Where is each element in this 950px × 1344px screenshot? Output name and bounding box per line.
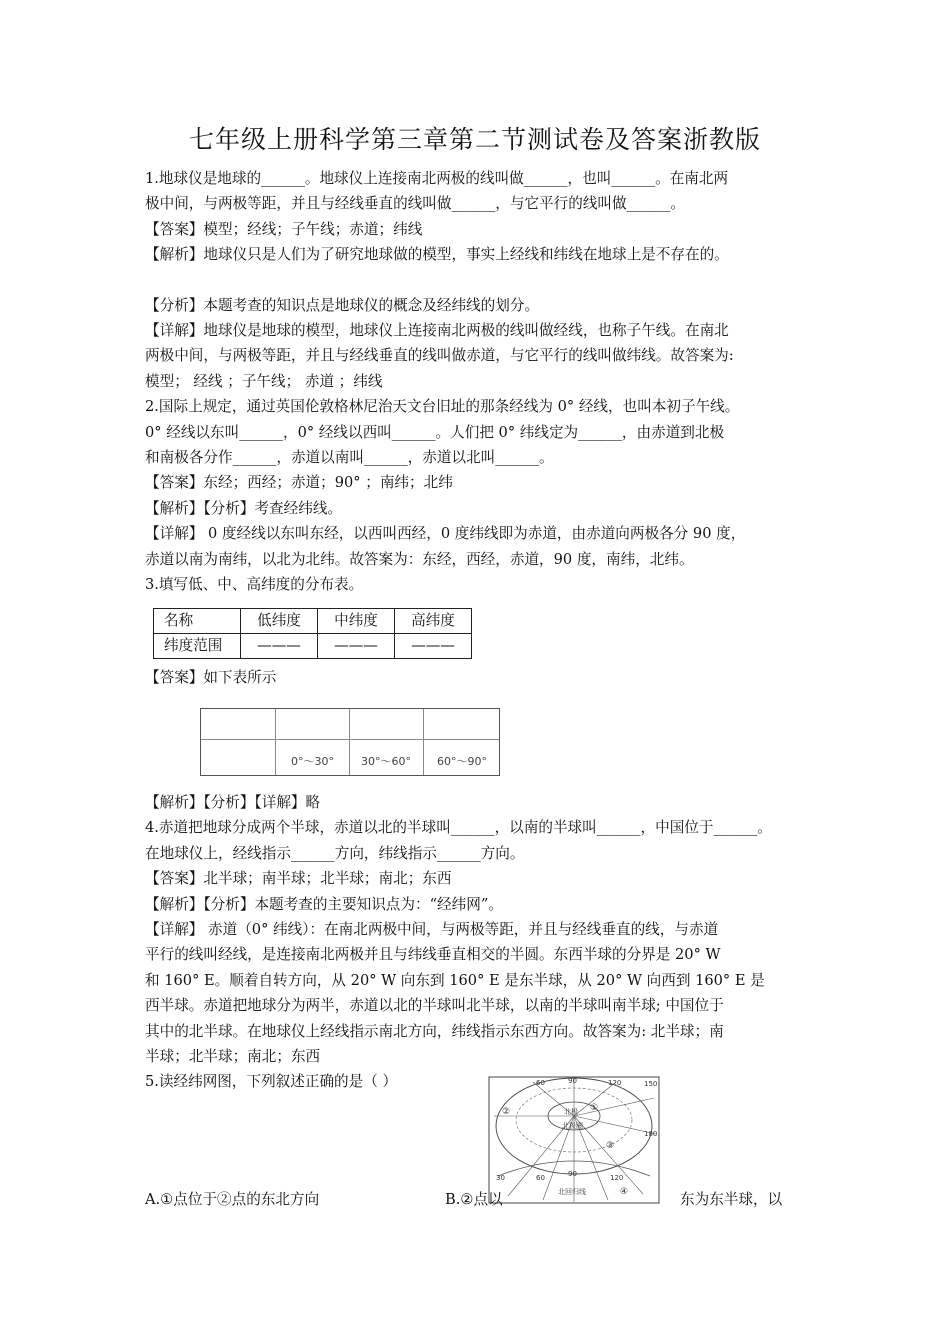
table-divider [423,709,424,775]
q4-detail-2: 平行的线叫经线，是连接南北两极并且与纬线垂直相交的半圆。东西半球的分界是 20° W [145,946,721,964]
point-mark: ② [502,1107,511,1117]
longitude-label: 60 [536,1079,545,1087]
answer-table-image [200,708,500,776]
longitude-label: 150 [644,1080,658,1088]
latitude-table [153,608,472,659]
q4-detail-6: 半球；北半球；南北；东西 [145,1047,321,1065]
q4-explanation: 【解析】【分析】本题考查的主要知识点为：“经纬网”。 [145,895,503,913]
q4-line-1: 4.赤道把地球分成两个半球，赤道以北的半球叫______，以南的半球叫______，中国位于______。 [145,819,772,837]
table-header-cell: 高纬度 [395,608,472,633]
q4-detail-5: 其中的北半球。在地球仪上经线指示南北方向，纬线指示东西方向。故答案为: 北半球；南 [145,1022,724,1040]
latitude-longitude-map [488,1076,660,1204]
spacer [145,268,845,293]
page-title: 七年级上册科学第三章第二节测试卷及答案浙教版 [188,125,761,154]
longitude-label: 60 [536,1174,545,1182]
answer-cell: 30°～60° [361,754,411,768]
table-header-cell: 低纬度 [241,608,318,633]
table-row [154,608,472,633]
option-b-tail: 东为东半球，以 [680,1191,783,1208]
point-mark: ③ [606,1141,615,1151]
q2-answer: 【答案】东经；西经；赤道；90° ；南纬；北纬 [145,474,453,492]
longitude-label: 30 [496,1174,505,1182]
table-header-cell: 名称 [154,608,241,633]
q1-analysis: 【分析】本题考查的知识点是地球仪的概念及经纬线的划分。 [145,296,540,314]
q4-line-2: 在地球仪上，经线指示______方向，纬线指示______方向。 [145,844,525,862]
table-cell: ——— [395,633,472,658]
longitude-label: 180 [644,1130,658,1138]
q3-explanation: 【解析】【分析】【详解】略 [145,793,321,811]
q1-detail-2: 两极中间，与两极等距，并且与经线垂直的线叫做赤道，与它平行的线叫做纬线。故答案为: [145,347,734,365]
q1-detail-1: 【详解】地球仪是地球的模型，地球仪上连接南北两极的线叫做经线，也称子午线。在南北 [145,322,729,340]
q1-line-2: 极中间，与两极等距，并且与经线垂直的线叫做______，与它平行的线叫做______。 [145,195,685,213]
q2-line-2: 0° 经线以东叫______，0° 经线以西叫______。人们把 0° 纬线定为______，由赤道到北极 [145,423,725,441]
q1-explanation: 【解析】地球仪只是人们为了研究地球做的模型，事实上经线和纬线在地球上是不存在的。 [145,246,729,264]
table-divider [349,709,350,775]
q2-line-3: 和南极各分作______，赤道以南叫______，赤道以北叫______。 [145,449,554,467]
table-cell: 纬度范围 [154,633,241,658]
q3-line-1: 3.填写低、中、高纬度的分布表。 [145,576,364,594]
q2-line-1: 2.国际上规定，通过英国伦敦格林尼治天文台旧址的那条经线为 0° 经线，也叫本初子午线。 [145,398,740,416]
longitude-label: 90 [568,1170,577,1178]
q2-detail-1: 【详解】 0 度经线以东叫东经，以西叫西经，0 度纬线即为赤道，由赤道向两极各分 90 度， [145,525,746,543]
q2-detail-2: 赤道以南为南纬，以北为北纬。故答案为：东经，西经，赤道，90 度，南纬，北纬。 [145,550,694,568]
q4-detail-3: 和 160° E。顺着自转方向，从 20° W 向东到 160° E 是东半球，从 20° W 向西到 160° E 是 [145,971,765,989]
longitude-label: 90 [568,1077,577,1085]
q1-line-1: 1.地球仪是地球的______。地球仪上连接南北两极的线叫做______，也叫______。在南北两 [145,170,729,187]
q1-answer: 【答案】模型；经线；子午线；赤道；纬线 [145,220,423,238]
q4-detail-1: 【详解】 赤道（0° 纬线）：在南北两极中间，与两极等距，并且与经线垂直的线，与赤道 [145,920,719,938]
document-body [145,166,845,1095]
longitude-label: 120 [608,1079,622,1087]
table-divider [275,709,276,775]
circle-label: 北极圈 [562,1122,583,1130]
longitude-label: 120 [610,1174,624,1182]
table-header-cell: 中纬度 [318,608,395,633]
table-cell: ——— [318,633,395,658]
table-cell: ——— [241,633,318,658]
table-row [154,633,472,658]
point-mark: ① [590,1103,599,1113]
q4-detail-4: 西半球。赤道把地球分为两半，赤道以北的半球叫北半球，以南的半球叫南半球; 中国位于 [145,997,724,1015]
tropic-label: 北回归线 [558,1188,586,1196]
option-b: B.②点以 [445,1191,503,1208]
q3-answer: 【答案】如下表所示 [145,668,277,686]
answer-cell: 0°～30° [291,754,334,768]
table-divider [201,739,499,740]
point-mark: ④ [620,1187,629,1197]
q1-detail-3: 模型； 经线 ；子午线； 赤道 ；纬线 [145,372,383,390]
q5-line-1: 5.读经纬网图，下列叙述正确的是（ ） [145,1073,398,1091]
option-a: A.①点位于②点的东北方向 [145,1191,320,1208]
q4-answer: 【答案】北半球；南半球；北半球；南北；东西 [145,870,452,888]
q2-explanation: 【解析】【分析】考查经纬线。 [145,499,343,517]
answer-cell: 60°～90° [437,754,487,768]
pole-label: 北极 [564,1108,578,1116]
